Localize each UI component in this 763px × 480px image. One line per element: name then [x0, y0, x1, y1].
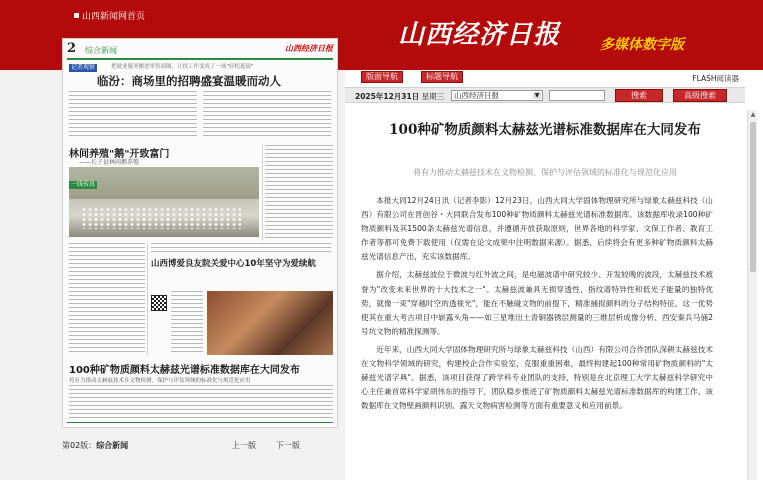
home-link[interactable]	[74, 9, 145, 22]
article-subtitle: 将有力推动太赫兹技术在文物检测、保护与评估领域的标准化与规范化应用	[413, 168, 677, 177]
next-page-link[interactable]: 下一版	[276, 441, 300, 450]
care-center-photo	[207, 291, 333, 355]
article-paragraph: 据介绍，太赫兹波位于微波与红外波之间，是电磁波谱中研究较少、开发较晚的波段，太赫兹技术被誉为"改变未来世界的十大技术之一"。太赫兹波兼具无损穿透性、指纹谱特异性和低光子能量的独特优势，就像一束"穿越时空的透视光"，能在不触碰文物的前提下，精准捕捉颜料的分子结构特征。这一优势使其在重大考古项目中崭露头角——如三星堆出土青铜器锈层测量的三维层析成像分析、西安秦兵马俑2号坑文物的精准探测等。	[361, 270, 713, 336]
newspaper-page-image[interactable]	[62, 38, 338, 428]
article-paragraph: 近年来，山西大同大学固体物理研究所与绿象太赫兹科技（山西）有限公司合作团队深耕太赫兹技术在文物科学领域的研究，构建校企合作实验室，克服重重困难，最终构建起100种常用矿物质颜料的"太赫兹光谱字典"。据悉，该项目获得了跨学科专业团队的支持，特别是在北京理工大学太赫兹科学研究中心主任兼首席科学家胡伟东的指导下，团队稳步推进了矿物质颜料太赫兹光谱标准数据库的构建工作。该数据库在文物壁画颜料识别、露天文物病害检测等方面有重要意义和应用前景。	[361, 344, 713, 411]
text-block	[69, 243, 145, 355]
article-body	[361, 194, 713, 417]
geese-photo	[69, 167, 259, 237]
site-logo: 山西经济日报	[398, 20, 561, 50]
advanced-search-button[interactable]: 高级搜索	[673, 89, 727, 102]
qr-code-icon	[151, 295, 167, 311]
prev-page-link[interactable]: 上一版	[232, 441, 256, 450]
chevron-down-icon[interactable]: ▼	[534, 92, 540, 99]
scroll-up-arrow-icon[interactable]: ▲	[750, 111, 756, 118]
article-scrollbar[interactable]	[747, 110, 757, 480]
date-search-toolbar	[345, 87, 745, 103]
text-block	[203, 91, 331, 139]
text-block	[69, 91, 197, 139]
text-block	[265, 145, 333, 241]
tag-frontline: 一线传真	[71, 181, 96, 188]
page-number: 2	[67, 41, 77, 56]
headline-3[interactable]: 山西博爱良友院关爱中心10年坚守为爱续航	[151, 259, 316, 269]
column-divider	[262, 145, 263, 241]
article-title: 100种矿物质颜料太赫兹光谱标准数据库在大同发布	[389, 122, 701, 138]
headline-4-sub: 将有力推动太赫兹技术在文物检测、保护与评估领域的标准化与规范化应用	[69, 378, 251, 384]
headline-1[interactable]: 临汾：商场里的招聘盛宴温暖而动人	[97, 74, 281, 88]
flash-reader-link[interactable]: FLASH阅读器	[692, 74, 739, 83]
text-block	[69, 385, 333, 419]
page-section: 综合新闻	[85, 46, 117, 55]
page-masthead: 山西经济日报	[285, 44, 333, 53]
paper-select[interactable]	[451, 90, 543, 101]
site-logo-subtitle: 多媒体数字版	[600, 37, 684, 53]
article-panel	[345, 70, 763, 480]
page-bottom-rule	[67, 422, 333, 423]
page-top-rule	[67, 58, 333, 60]
layout-nav-button[interactable]: 版面导航	[361, 71, 403, 83]
text-block	[151, 243, 331, 253]
home-link-label[interactable]: 山西新闻网首页	[82, 12, 146, 22]
text-block	[171, 291, 203, 355]
search-input[interactable]	[549, 90, 605, 101]
tag-reporter-observation: 记者观察	[71, 64, 96, 71]
geese-flock	[81, 207, 241, 229]
issue-date	[355, 91, 444, 102]
headline-4[interactable]: 100种矿物质颜料太赫兹光谱标准数据库在大同发布	[69, 365, 300, 376]
search-button[interactable]: 搜索	[615, 89, 663, 102]
scrollbar-thumb[interactable]	[750, 122, 756, 272]
headline-2[interactable]: 林间养殖"鹅"开致富门	[69, 149, 170, 160]
page-label-prefix: 第02版：	[62, 441, 97, 450]
headline1-kicker: 把就业服务搬进零售商圈，让找工作变成了一场"轻松逛街"	[111, 64, 254, 70]
title-nav-button[interactable]: 标题导航	[421, 71, 463, 83]
paper-select-value: 山西经济日报	[454, 91, 499, 100]
article	[345, 110, 745, 480]
square-bullet-icon	[74, 13, 79, 18]
issue-date-value: 2025年12月31日	[355, 92, 420, 101]
issue-weekday: 星期三	[421, 92, 445, 101]
headline-2-sub: ——长子县林间鹅养殖	[79, 159, 140, 166]
article-paragraph: 本报大同12月24日讯（记者李影）12月23日，山西大同大学固体物理研究所与绿象太赫兹科技（山西）有限公司在晋创谷・大同联合发布100种矿物质颜料太赫兹光谱标准数据库。该数据库收录100种矿物质颜料及其1500条太赫兹光谱信息，并遵循开放获取原则，世界各地的科学家、文保工作者、教育工作者等都可免费下载使用（仅需在论文成果中注明数据来源）。据悉，后续将会有更多种矿物质颜料太赫兹光谱信息产出，充实该数据库。	[361, 196, 713, 262]
column-divider	[147, 243, 148, 355]
page-label	[62, 440, 128, 451]
page-label-name[interactable]: 综合新闻	[96, 441, 129, 450]
